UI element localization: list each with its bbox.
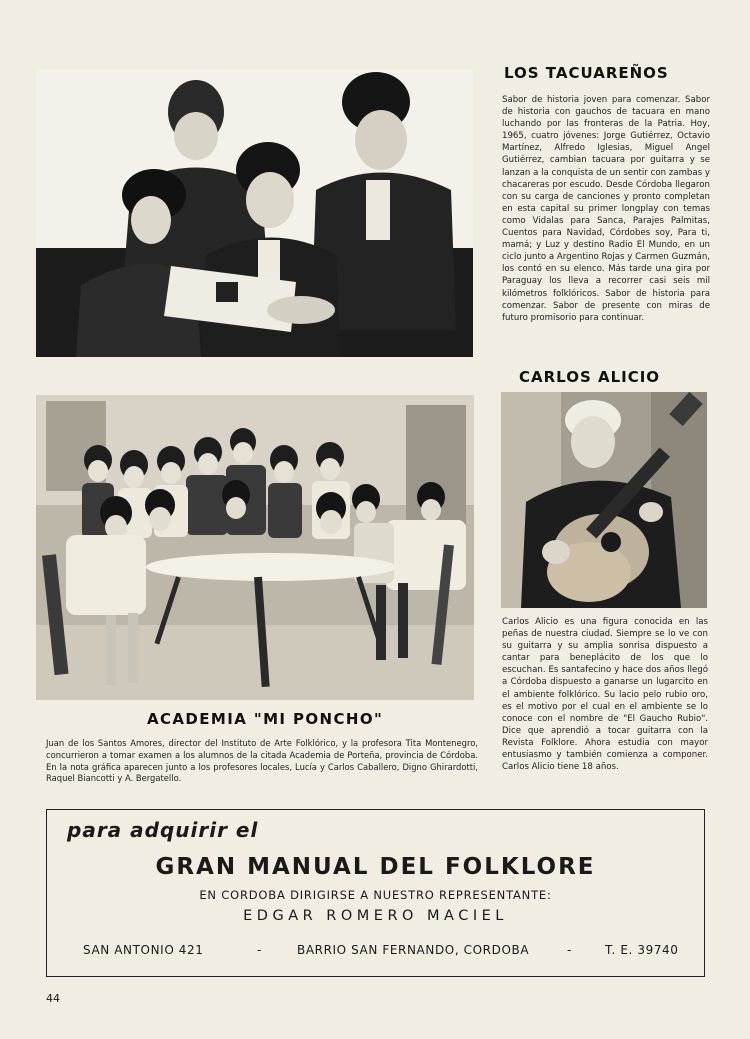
ad-separator: - <box>257 943 262 957</box>
photo-carlos-alicio <box>501 392 707 608</box>
ad-separator: - <box>567 943 572 957</box>
article-carlos-alicio: Carlos Alicio es una figura conocida en las peñas de nuestra ciudad. Siempre se lo ve con su guitarra y su amplia sonrisa dispuesto a cantar para beneplácito de los que lo escuchan. Es santafecino y hace dos años llegó a Córdoba dispuesto a ganarse un lugarcito en el ambiente folklórico. Su lacio pelo rubio oro, es el motivo por el cual en el ambiente se lo conoce con el nombre de "El Gaucho Rubio". Dice que aprendió a tocar guitarra con la Revista Folklore. Ahora estudia con mayor entusiasmo y también comienza a componer. Carlos Alicio tiene 18 años. <box>502 617 708 773</box>
ad-subtitle: EN CORDOBA DIRIGIRSE A NUESTRO REPRESENTANTE: <box>199 888 552 902</box>
ad-lead-text: para adquirir el <box>67 818 259 842</box>
ad-representative-name: EDGAR ROMERO MACIEL <box>243 908 508 924</box>
article-academia-mi-poncho: Juan de los Santos Amores, director del Instituto de Arte Folklórico, y la profesora Tita Montenegro, concurrieron a tomar examen a los alumnos de la citada Academia de Porteña, provincia de Córdoba. En la nota gráfica aparecen junto a los profesores locales, Lucía y Carlos Caballero, Digno Ghirardotti, Raquel Biancotti y A. Bergatello. <box>46 738 478 784</box>
page-number: 44 <box>46 992 60 1005</box>
article-los-tacuarenos: Sabor de historia joven para comenzar. Sabor de historia con gauchos de tacuara en mano luchando por las fronteras de la Patria. Hoy, 1965, cuatro jóvenes: Jorge Gutiérrez, Octavio Martínez, Alfredo Iglesias, Miguel Angel Gutiérrez, cambian tacuara por guitarra y se lanzan a la conquista de un sentir con zambas y chacareras por escudo. Desde Córdoba llegaron con su carga de canciones y pronto completan en esta capital su primer longplay con temas como Vidalas para Sanca, Parajes Palmitas, Cuentos para Navidad, Córdobes soy, Para ti, mamá; y Luz y destino Radio El Mundo, en un ciclo junto a Argentino Rojas y Carmen Guzmán, los contó en su elenco. Más tarde una gira por Paraguay los lleva a recorrer casi seis mil kilómetros folklóricos. Sabor de historia para comenzar. Sabor de presente con miras de futuro promisorio para continuar. <box>502 95 710 323</box>
heading-los-tacuarenos: LOS TACUAREÑOS <box>504 64 669 82</box>
photo-academia-mi-poncho <box>36 395 474 700</box>
ad-phone: T. E. 39740 <box>605 943 679 957</box>
heading-academia-mi-poncho: ACADEMIA "MI PONCHO" <box>147 710 384 728</box>
ad-neighborhood: BARRIO SAN FERNANDO, CORDOBA <box>297 943 530 957</box>
heading-carlos-alicio: CARLOS ALICIO <box>519 368 661 386</box>
advertisement-box <box>46 809 705 977</box>
ad-address: SAN ANTONIO 421 <box>83 943 204 957</box>
ad-title: GRAN MANUAL DEL FOLKLORE <box>155 854 596 880</box>
photo-los-tacuarenos <box>36 70 473 357</box>
